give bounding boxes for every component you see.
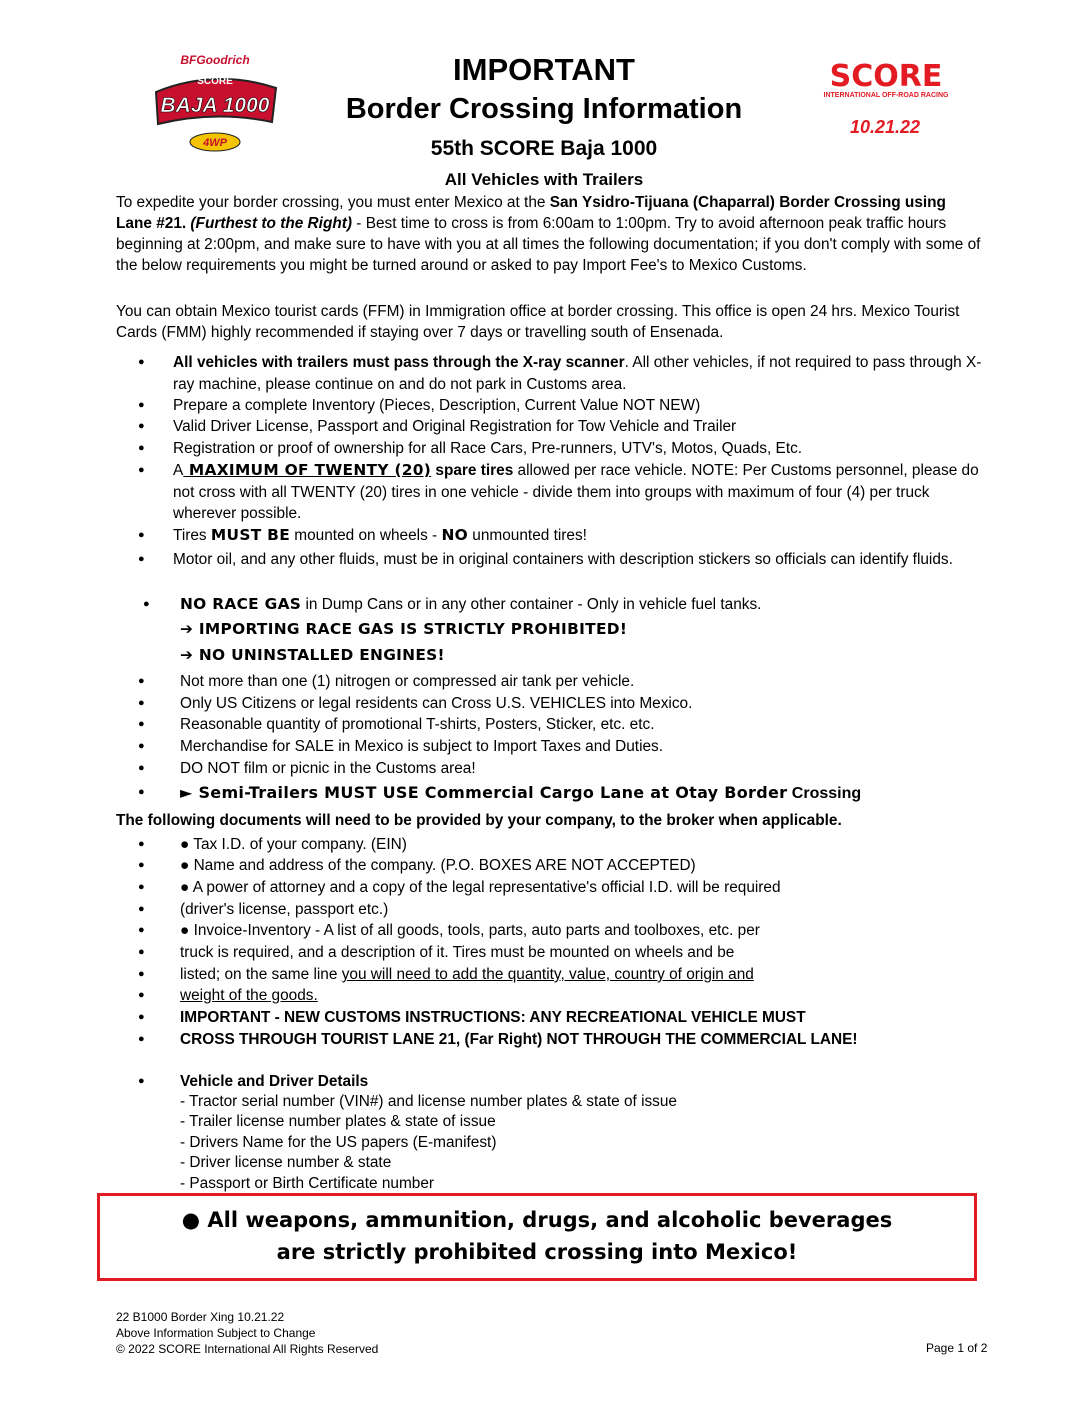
arrow-note-engines: ➔ NO UNINSTALLED ENGINES!	[180, 646, 445, 664]
footer	[116, 1309, 378, 1357]
section-title: All Vehicles with Trailers	[444, 170, 644, 189]
svg-text:4WP: 4WP	[203, 137, 227, 149]
svg-text:SCORE: SCORE	[829, 59, 943, 94]
event-title: 55th SCORE Baja 1000	[430, 137, 658, 160]
svg-text:SCORE: SCORE	[197, 76, 233, 87]
warning-line-1: ● All weapons, ammunition, drugs, and alcoholic beverages	[181, 1208, 893, 1232]
svg-text:BAJA 1000: BAJA 1000	[160, 94, 270, 117]
arrow-note-race-gas: ➔ IMPORTING RACE GAS IS STRICTLY PROHIBITED!	[180, 620, 628, 638]
footer-copyright: © 2022 SCORE International All Rights Reserved	[116, 1342, 379, 1356]
detail-item: - Drivers Name for the US papers (E-manifest)	[180, 1134, 497, 1151]
detail-item: - Trailer license number plates & state of issue	[180, 1113, 496, 1130]
warning-line-2: are strictly prohibited crossing into Mexico!	[276, 1240, 798, 1264]
page-title: Border Crossing Information	[345, 93, 743, 125]
document-date: 10.21.22	[850, 117, 921, 137]
detail-item: - Driver license number & state	[180, 1154, 392, 1171]
svg-text:INTERNATIONAL OFF-ROAD RACING: INTERNATIONAL OFF-ROAD RACING	[823, 92, 949, 99]
title-important: IMPORTANT	[453, 52, 635, 87]
documents-heading: The following documents will need to be provided by your company, to the broker when applicable.	[116, 812, 842, 829]
footer-doc-id: 22 B1000 Border Xing 10.21.22	[116, 1310, 285, 1324]
footer-disclaimer: Above Information Subject to Change	[116, 1326, 316, 1340]
warning-box	[97, 1193, 977, 1281]
intro-paragraph-1: To expedite your border crossing, you must enter Mexico at the San Ysidro-Tijuana (Chaparral) Border Crossing using Lane #21. (Furthest to the Right) - Best time to cross is from 6:00am to 1:00pm. Try to avoid afternoon peak traffic hours beginning at 2:00pm, and make sure to have with you at all times the following documentation; if you don't comply with some of the below requirements you might be turned around or asked to pay Import Fee's to Mexico Customs.	[116, 194, 981, 274]
bfgoodrich-text: BFGoodrich	[180, 53, 250, 67]
page-number: Page 1 of 2	[926, 1341, 988, 1355]
detail-item: - Tractor serial number (VIN#) and license number plates & state of issue	[180, 1093, 677, 1110]
intro-paragraph-2: You can obtain Mexico tourist cards (FFM) in Immigration office at border crossing. This office is open 24 hrs. Mexico Tourist Cards (FMM) highly recommended if staying over 7 days or travelling south of Ensenada.	[116, 303, 960, 341]
detail-item: - Passport or Birth Certificate number	[180, 1175, 435, 1192]
